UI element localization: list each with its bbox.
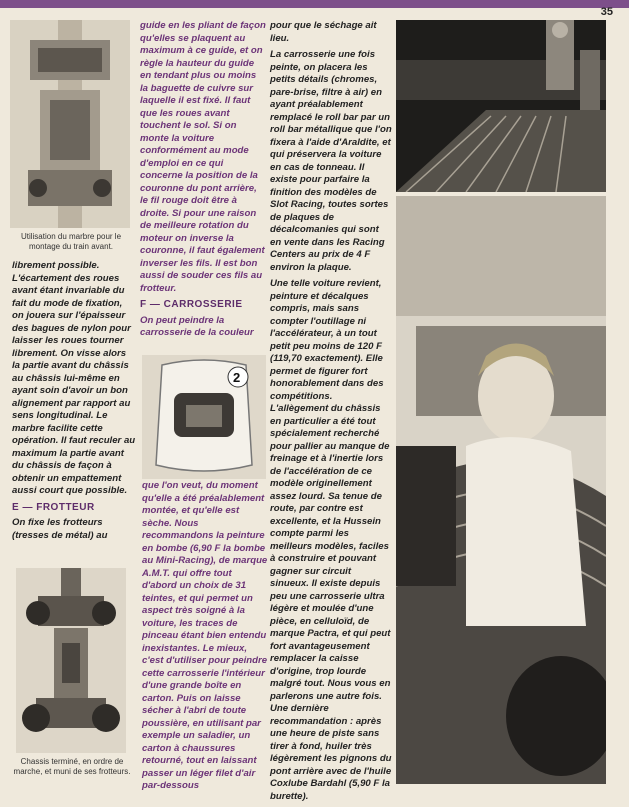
photo-car-body xyxy=(142,355,266,479)
page-number: 35 xyxy=(600,6,613,18)
col2-paragraph-1: guide en les pliant de façon qu'elles se plaquent au maximum à ce guide, et on règle la hauteur du guide en tendant plus ou moins la baguette de cuivre sur laquelle il est fixé. Il faut que les roues avant touchent le sol. Si on monte la voiture conformément au mode d'emploi en ce qui concerne la position de la couronne du pont arrière, le fil rouge doit être à droite. Si pour une raison de meilleure rotation du moteur on inverse la couronne, il faut également inverser les fils. Il est bon aussi de souder ces fils au frotteur. xyxy=(140,20,266,294)
top-color-bar xyxy=(0,0,629,8)
col3-paragraph-1: pour que le séchage ait lieu. xyxy=(270,20,377,44)
photo-racer-at-track xyxy=(396,196,606,784)
heading-frotteur: E — FROTTEUR xyxy=(12,501,95,513)
heading-carrosserie: F — CARROSSERIE xyxy=(140,299,243,310)
col1-paragraph-1: librement possible. L'écartement des roues avant étant invariable du fait du mode de fixation, on jouera sur l'épaisseur des bagues de nylon pour laisser les roues tourner librement. On visse alors la partie avant du châssis au châssis lui-même en ayant soin d'avoir un bon alignement par rapport au sens longitudinal. Le marbre facilite cette opération. Il faut reculer au maximum la partie avant du châssis de façon à obtenir un empattement aussi court que possible. xyxy=(12,260,136,496)
col2-paragraph-2: On peut peindre la carrosserie de la couleur xyxy=(140,314,254,338)
col2-paragraph-3: que l'on veut, du moment qu'elle a été préalablement montée, et qu'elle est sèche. Nous recommandons la peinture en bombe (6,90 F la bombe au Mini-Racing), de marque A.M.T. qui offre tout d'abord un choix de 31 teintes, et qui permet un aspect très soigné à la voiture, les traces de pinceau étant bien entendu inexistantes. Le mieux, c'est d'utiliser pour peindre cette carrosserie l'intérieur d'une grande boîte en carton. Puis on laisse sécher à l'abri de toute poussière, en utilisant par exemple un saladier, un carton à chaussures retourné, tout en laissant passer un léger filet d'air par-dessous xyxy=(142,480,268,791)
car-number: 2 xyxy=(233,370,241,385)
caption-finished-chassis: Chassis terminé, en ordre de marche, et muni de ses frotteurs. xyxy=(13,757,131,776)
caption-chassis-jig: Utilisation du marbre pour le montage du train avant. xyxy=(20,232,122,251)
col3-paragraph-2: La carrosserie une fois peinte, on placera les petits détails (chromes, pare-brise, filtre à air) en ayant préalablement remplacé le roll bar par un roll bar métallique que l'on fixera à l'aide d'Araldite, et qui préservera la voiture en cas de tonneau. Il existe pour parfaire la finition des modèles de Slot Racing, toutes sortes de plaques de décalcomanies qui sont en vente dans les Racing Centers au prix de 4 F environ la plaque. xyxy=(270,49,392,273)
photo-chassis-jig xyxy=(10,20,130,228)
col3-paragraph-3: Une telle voiture revient, peinture et décalques compris, mais sans compter l'outillage ni l'accélérateur, à un tout petit peu moins de 120 F (119,70 exactement). Elle permet de figurer fort honorablement dans des compétitions. L'allègement du châssis en particulier a été tout spécialement recherché pour pallier au manque de freinage et à l'inertie lors de l'accélération de ce modèle originellement assez lourd. Sa tenue de route, par contre est excellente, et la Hussein compte parmi les meilleurs modèles, faciles à construire et pouvant gagner sur circuit sinueux. Il existe depuis peu une carrosserie ultra légère et moulée d'une pièce, en celluloïd, de marque Pactra, et qui peut fort avantageusement remplacer la caisse d'origine, trop lourde malgré tout. Nous vous en parlerons une autre fois. Une dernière recommandation : après une heure de piste sans tirer à fond, huiler très légèrement les pignons du pont arrière avec de l'huile Coxlube Bardahl (5,90 F la burette). xyxy=(270,278,392,802)
photo-slot-track-room xyxy=(396,20,606,192)
col1-paragraph-2: On fixe les frotteurs (tresses de métal) au xyxy=(12,517,108,541)
photo-finished-chassis xyxy=(16,568,126,753)
